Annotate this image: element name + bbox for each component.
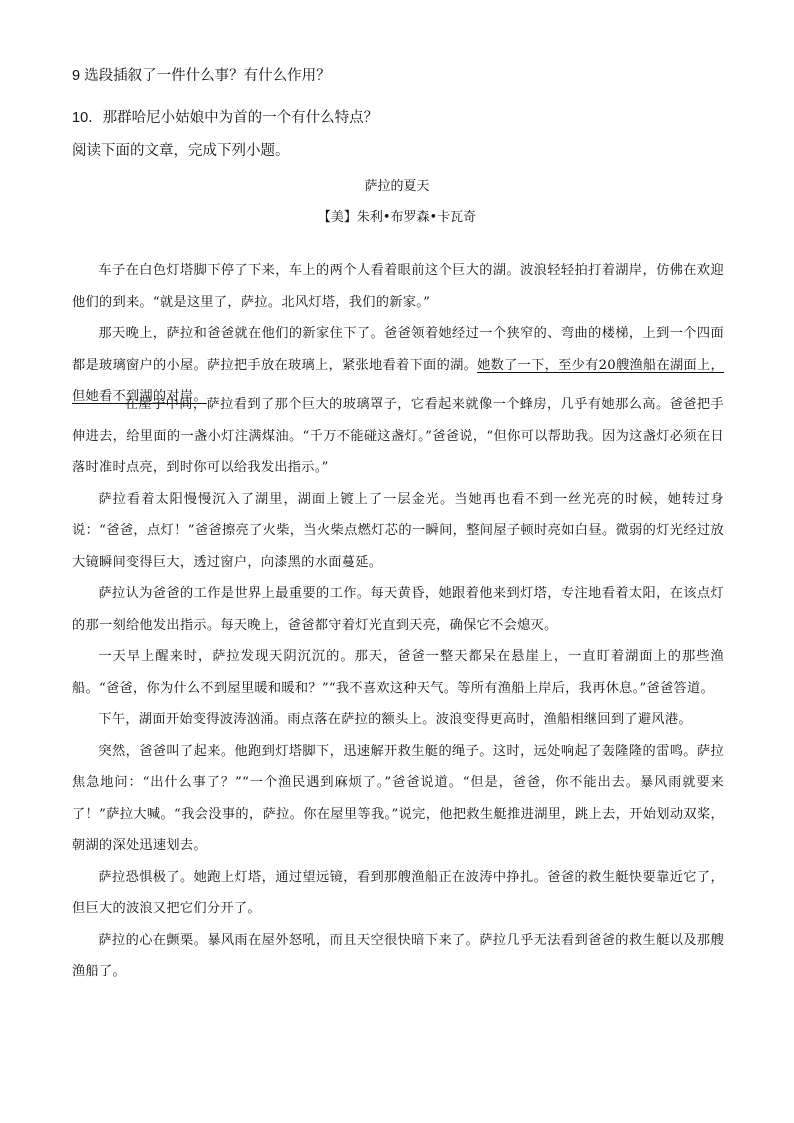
underlined-sentence: 她数了一下，至少有20艘渔船在湖面上，但她看不到湖的对岸。 xyxy=(72,357,724,404)
paragraph-6: 一天早上醒来时，萨拉发现天阴沉沉的。那天，爸爸一整天都呆在悬崖上，一直盯着湖面上的那些渔船。“爸爸，你为什么不到屋里暖和暖和？”“我不喜欢这种天气。等所有渔船上岸后，我再休息。”爸爸答道。 xyxy=(72,649,724,696)
paragraph-3: 在屋子中间，萨拉看到了那个巨大的玻璃罩子，它看起来就像一个蜂房，几乎有她那么高。爸爸把手伸进去，给里面的一盏小灯注满煤油。“千万不能碰这盏灯。”爸爸说，“但你可以帮助我。因为这盏灯必须在日落时准时点亮，到时你可以给我发出指示。” xyxy=(72,397,724,475)
question-10: 10．那群哈尼小姑娘中为首的一个有什么特点？ xyxy=(72,110,379,126)
article-title: 萨拉的夏天 xyxy=(364,179,430,194)
paragraph-8: 突然，爸爸叫了起来。他跑到灯塔脚下，迅速解开救生艇的绳子。这时，远处响起了轰隆隆的雷鸣。萨拉焦急地问：“出什么事了？”“一个渔民遇到麻烦了。”爸爸说道。“但是，爸爸，你不能出去。暴风雨就要来了！”萨拉大喊。“我会没事的，萨拉。你在屋里等我。”说完，他把救生艇推进湖里，跳上去，开始划动双桨，朝湖的深处迅速划去。 xyxy=(72,743,724,853)
paragraph-10: 萨拉的心在颤栗。暴风雨在屋外怒吼，而且天空很快暗下来了。萨拉几乎无法看到爸爸的救生艇以及那艘渔船了。 xyxy=(72,932,724,979)
article-author: 【美】朱利•布罗森•卡瓦奇 xyxy=(317,210,477,225)
paragraph-7: 下午，湖面开始变得波涛汹涌。雨点落在萨拉的额头上。波浪变得更高时，渔船相继回到了避风港。 xyxy=(98,712,692,727)
reading-instruction: 阅读下面的文章，完成下列小题。 xyxy=(72,143,290,159)
paragraph-4: 萨拉看着太阳慢慢沉入了湖里，湖面上镀上了一层金光。当她再也看不到一丝光亮的时候，她转过身说：“爸爸，点灯！”爸爸擦亮了火柴，当火柴点燃灯芯的一瞬间，整间屋子顿时亮如白昼。微弱的灯光经过放大镜瞬间变得巨大，透过窗户，向漆黑的水面蔓延。 xyxy=(72,491,724,570)
paragraph-2-text: 那天晚上，萨拉和爸爸就在他们的新家住下了。爸爸领着她经过一个狭窄的、弯曲的楼梯，上到一个四面都是玻璃窗户的小屋。萨拉把手放在玻璃上，紧张地看着下面的湖。 xyxy=(72,326,724,373)
paragraph-9: 萨拉恐惧极了。她跑上灯塔，通过望远镜，看到那艘渔船正在波涛中挣扎。爸爸的救生艇快要靠近它了，但巨大的波浪又把它们分开了。 xyxy=(72,869,724,916)
question-9: 9 选段插叙了一件什么事？有什么作用？ xyxy=(72,68,331,84)
paragraph-5: 萨拉认为爸爸的工作是世界上最重要的工作。每天黄昏，她跟着他来到灯塔，专注地看着太阳，在该点灯的那一刻给他发出指示。每天晚上，爸爸都守着灯光直到天亮，确保它不会熄灭。 xyxy=(72,586,724,633)
paragraph-1: 车子在白色灯塔脚下停了下来，车上的两个人看着眼前这个巨大的湖。波浪轻轻拍打着湖岸，仿佛在欢迎他们的到来。“就是这里了，萨拉。北风灯塔，我们的新家。” xyxy=(72,263,724,310)
article-body-part-2 xyxy=(72,389,724,988)
